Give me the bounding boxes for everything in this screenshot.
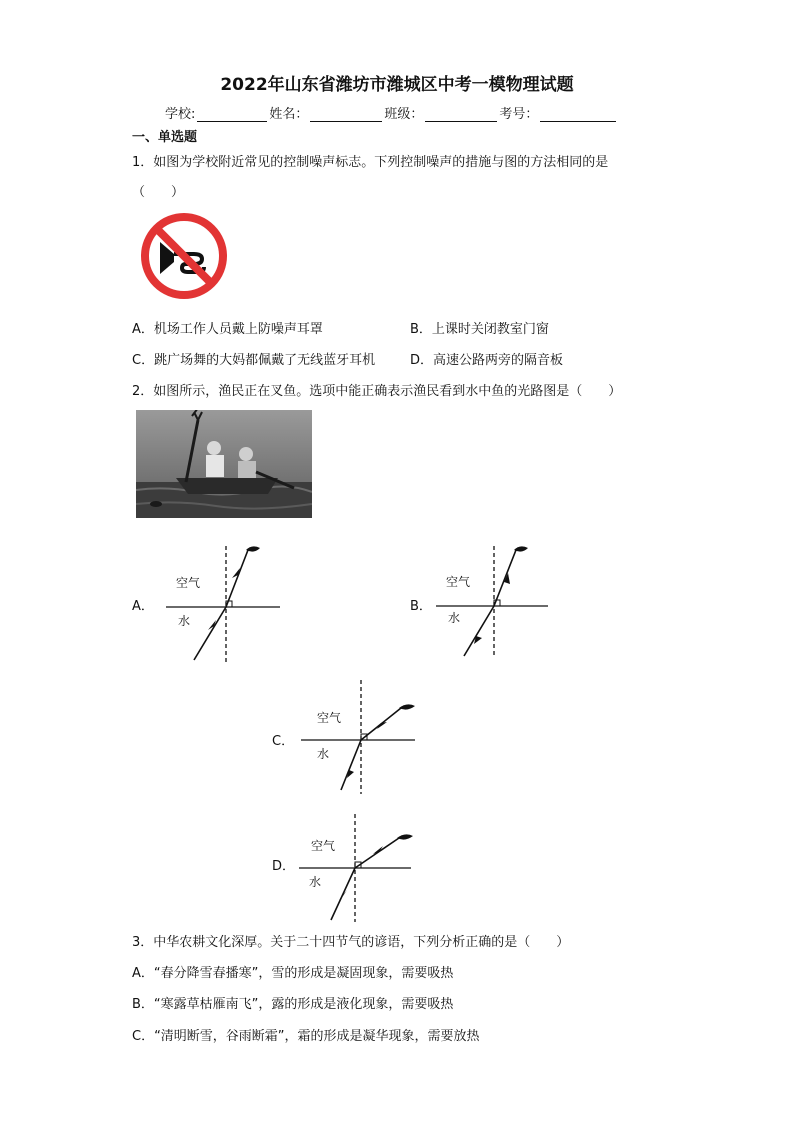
- section-heading: 一、单选题: [132, 130, 198, 145]
- q1-option-b[interactable]: B．上课时关闭教室门窗: [410, 322, 549, 337]
- no-horn-sign-icon: [138, 210, 230, 302]
- q2-b-water-label: 水: [448, 611, 461, 625]
- q2-b-air-label: 空气: [446, 575, 471, 589]
- school-field[interactable]: [197, 107, 267, 122]
- school-label: 学校:: [165, 107, 196, 122]
- fisherman-photo: [136, 410, 312, 518]
- q2-c-air-label: 空气: [317, 711, 342, 725]
- q1-option-c[interactable]: C．跳广场舞的大妈都佩戴了无线蓝牙耳机: [132, 353, 376, 368]
- exam-number-field[interactable]: [540, 107, 616, 122]
- q2-a-air-label: 空气: [176, 576, 201, 590]
- q3-option-b[interactable]: B．“寒露草枯雁南飞”，露的形成是液化现象，需要吸热: [132, 997, 454, 1012]
- class-field[interactable]: [425, 107, 497, 122]
- q3-option-a[interactable]: A．“春分降雪春播寒”，雪的形成是凝固现象，需要吸热: [132, 966, 454, 981]
- q1-stem-bracket: （ ）: [132, 185, 185, 200]
- q2-option-b-diagram[interactable]: [430, 542, 556, 662]
- exam-title: 2022年山东省潍坊市潍城区中考一模物理试题: [220, 75, 574, 95]
- q1-option-d[interactable]: D．高速公路两旁的隔音板: [410, 353, 564, 368]
- q1-option-a[interactable]: A．机场工作人员戴上防噪声耳罩: [132, 322, 323, 337]
- name-label: 姓名：: [269, 107, 309, 122]
- class-label: 班级：: [384, 107, 424, 122]
- q3-option-c[interactable]: C．“清明断雪，谷雨断霜”，霜的形成是凝华现象，需要放热: [132, 1029, 480, 1044]
- q3-stem: 3．中华农耕文化深厚。关于二十四节气的谚语，下列分析正确的是（ ）: [132, 935, 570, 950]
- q2-c-water-label: 水: [317, 747, 330, 761]
- q2-option-a-label[interactable]: A．: [132, 599, 154, 614]
- q2-option-c-label[interactable]: C．: [272, 734, 295, 749]
- exam-number-label: 考号：: [499, 107, 539, 122]
- student-info-row: [165, 103, 618, 122]
- q2-option-b-label[interactable]: B．: [410, 599, 432, 614]
- q2-d-air-label: 空气: [311, 839, 336, 853]
- name-field[interactable]: [310, 107, 382, 122]
- q2-a-water-label: 水: [178, 614, 191, 628]
- q2-stem: 2．如图所示，渔民正在叉鱼。选项中能正确表示渔民看到水中鱼的光路图是（ ）: [132, 384, 622, 399]
- q2-option-d-label[interactable]: D．: [272, 859, 296, 874]
- q2-option-d-diagram[interactable]: [295, 810, 421, 926]
- q2-option-c-diagram[interactable]: [295, 676, 421, 798]
- q2-d-water-label: 水: [309, 875, 322, 889]
- q2-option-a-diagram[interactable]: [160, 542, 290, 668]
- q1-stem: 1．如图为学校附近常见的控制噪声标志。下列控制噪声的措施与图的方法相同的是: [132, 155, 609, 170]
